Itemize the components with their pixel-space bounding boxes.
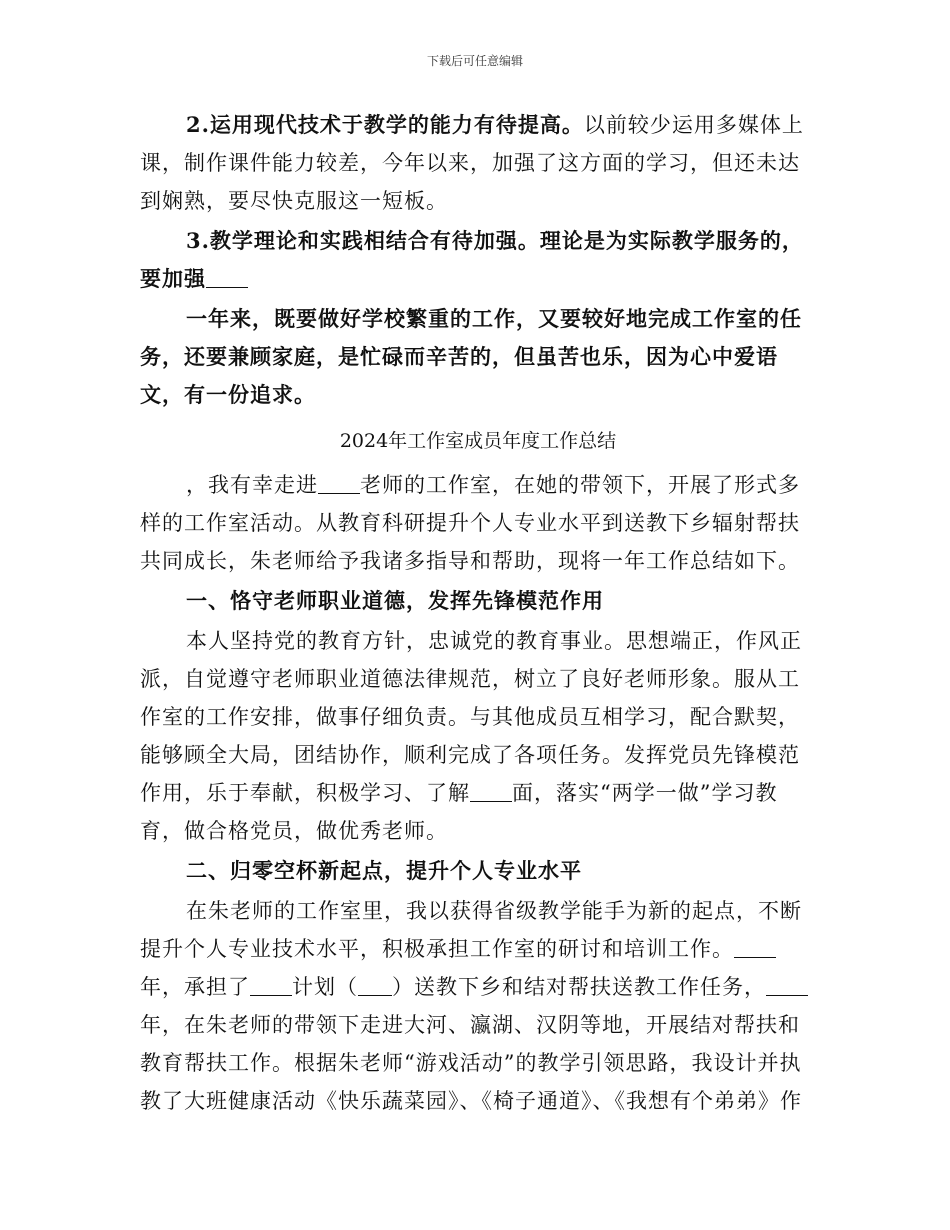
item3-text: 3.教学理论和实践相结合有待加强。理论是为实际教学服务的，要加强 xyxy=(140,228,804,291)
fill-blank xyxy=(250,974,292,996)
item2-heading: 2.运用现代技术于教学的能力有待提高。 xyxy=(186,112,584,137)
professional-text-5: 年，在朱老师的带领下走进大河、瀛湖、汉阴等地，开展结对帮扶和教育帮扶工作。根据朱老师“游戏活动”的教学引领思路，我设计并执教了大班健康活动《快乐蔬菜园》、《椅子通道》、《我想有个弟弟》作 xyxy=(140,1013,802,1113)
fill-blank xyxy=(358,974,392,996)
fill-blank xyxy=(318,472,360,494)
header-note: 下载后可任意编辑 xyxy=(426,54,523,68)
professional-text-1: 在朱老师的工作室里，我以获得省级教学能手为新的起点，不断提升个人专业技术水平，积极承担工作室的研讨和培训工作。 xyxy=(140,899,802,961)
intro-paragraph xyxy=(140,466,816,580)
intro-text-2: 老师的工作室，在她的带领下，开展了形式多样的工作室活动。从教育科研提升个人专业水平到送教下乡辐射帮扶共同成长，朱老师给予我诸多指导和帮助，现将一年工作总结如下。 xyxy=(140,473,800,573)
ethics-text-2: 面，落实“两学一做”学习教育，做合格党员，做优秀老师。 xyxy=(140,781,778,843)
closing-paragraph: 一年来，既要做好学校繁重的工作，又要较好地完成工作室的任务，还要兼顾家庭，是忙碌而辛苦的，但虽苦也乐，因为心中爱语文，有一份追求。 xyxy=(140,306,802,407)
item2-paragraph xyxy=(140,106,816,220)
ethics-paragraph xyxy=(140,622,816,850)
section-heading-1: 一、恪守老师职业道德，发挥先锋模范作用 xyxy=(186,588,604,613)
professional-paragraph xyxy=(140,892,816,1120)
item2-body: 以前较少运用多媒体上课，制作课件能力较差，今年以来，加强了这方面的学习，但还未达到娴熟，要尽快克服这一短板。 xyxy=(140,113,804,213)
fill-blank xyxy=(734,936,776,958)
fill-blank xyxy=(206,266,248,288)
professional-text-4: ）送教下乡和结对帮扶送教工作任务， xyxy=(392,975,766,999)
ethics-text-1: 本人坚持党的教育方针，忠诚党的教育事业。思想端正，作风正派，自觉遵守老师职业道德法律规范，树立了良好老师形象。服从工作室的工作安排，做事仔细负责。与其他成员互相学习，配合默契，能够顾全大局，团结协作，顺利完成了各项任务。发挥党员先锋模范作用，乐于奉献，积极学习、了解 xyxy=(140,629,802,805)
professional-text-3: 计划（ xyxy=(292,975,358,999)
intro-text-1: ，我有幸走进 xyxy=(186,473,318,497)
item3-paragraph xyxy=(140,222,816,298)
section-heading-2: 二、归零空杯新起点，提升个人专业水平 xyxy=(186,858,582,883)
fill-blank xyxy=(470,780,512,802)
document-body xyxy=(140,106,816,1122)
fill-blank xyxy=(766,974,808,996)
document-title: 2024年工作室成员年度工作总结 xyxy=(339,430,617,452)
professional-text-2: 年，承担了 xyxy=(140,975,250,999)
